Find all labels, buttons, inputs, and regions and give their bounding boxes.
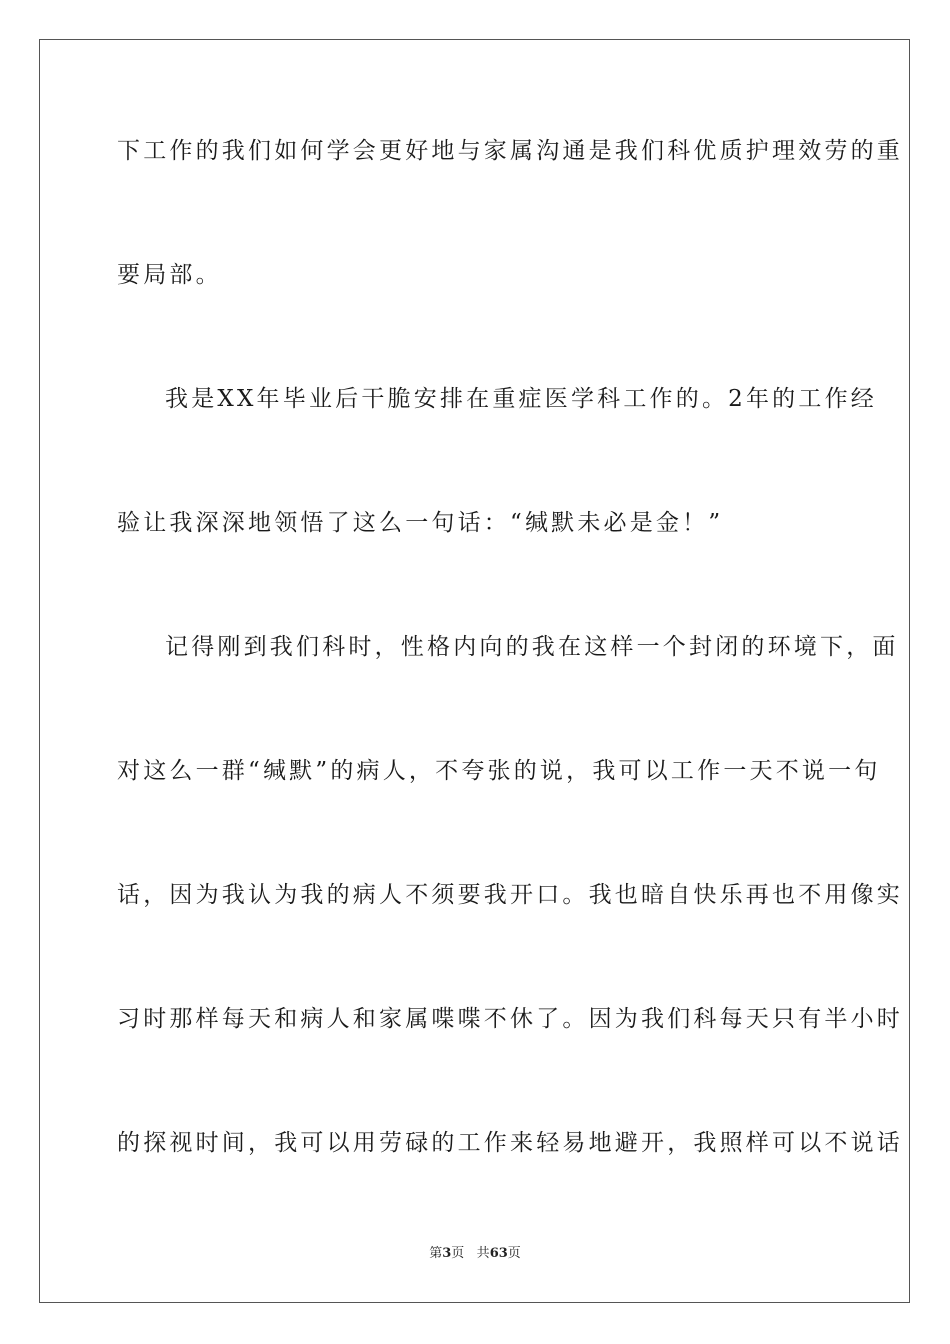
footer-total-prefix: 共 <box>476 1246 490 1261</box>
footer-page-suffix: 页 <box>451 1246 465 1261</box>
paragraph-line-9: 的探视时间，我可以用劳碌的工作来轻易地避开，我照样可以不说话 <box>117 1130 903 1156</box>
paragraph-line-6: 对这么一群“缄默”的病人，不夸张的说，我可以工作一天不说一句 <box>117 758 881 784</box>
footer-total-suffix: 页 <box>507 1246 521 1261</box>
footer-page-current: 3 <box>442 1246 452 1261</box>
paragraph-line-5: 记得刚到我们科时，性格内向的我在这样一个封闭的环境下，面 <box>165 634 899 660</box>
paragraph-line-2: 要局部。 <box>117 262 222 288</box>
paragraph-line-3: 我是XX年毕业后干脆安排在重症医学科工作的。2年的工作经 <box>165 386 877 412</box>
paragraph-line-1: 下工作的我们如何学会更好地与家属沟通是我们科优质护理效劳的重 <box>117 138 903 164</box>
paragraph-line-4: 验让我深深地领悟了这么一句话：“缄默未必是金！” <box>117 510 724 536</box>
page-border <box>39 39 910 1303</box>
paragraph-line-7: 话，因为我认为我的病人不须要我开口。我也暗自快乐再也不用像实 <box>117 882 903 908</box>
paragraph-line-8: 习时那样每天和病人和家属喋喋不休了。因为我们科每天只有半小时 <box>117 1006 903 1032</box>
footer-page-total: 63 <box>489 1246 508 1261</box>
page-footer <box>0 1245 950 1263</box>
footer-page-prefix: 第 <box>429 1246 443 1261</box>
